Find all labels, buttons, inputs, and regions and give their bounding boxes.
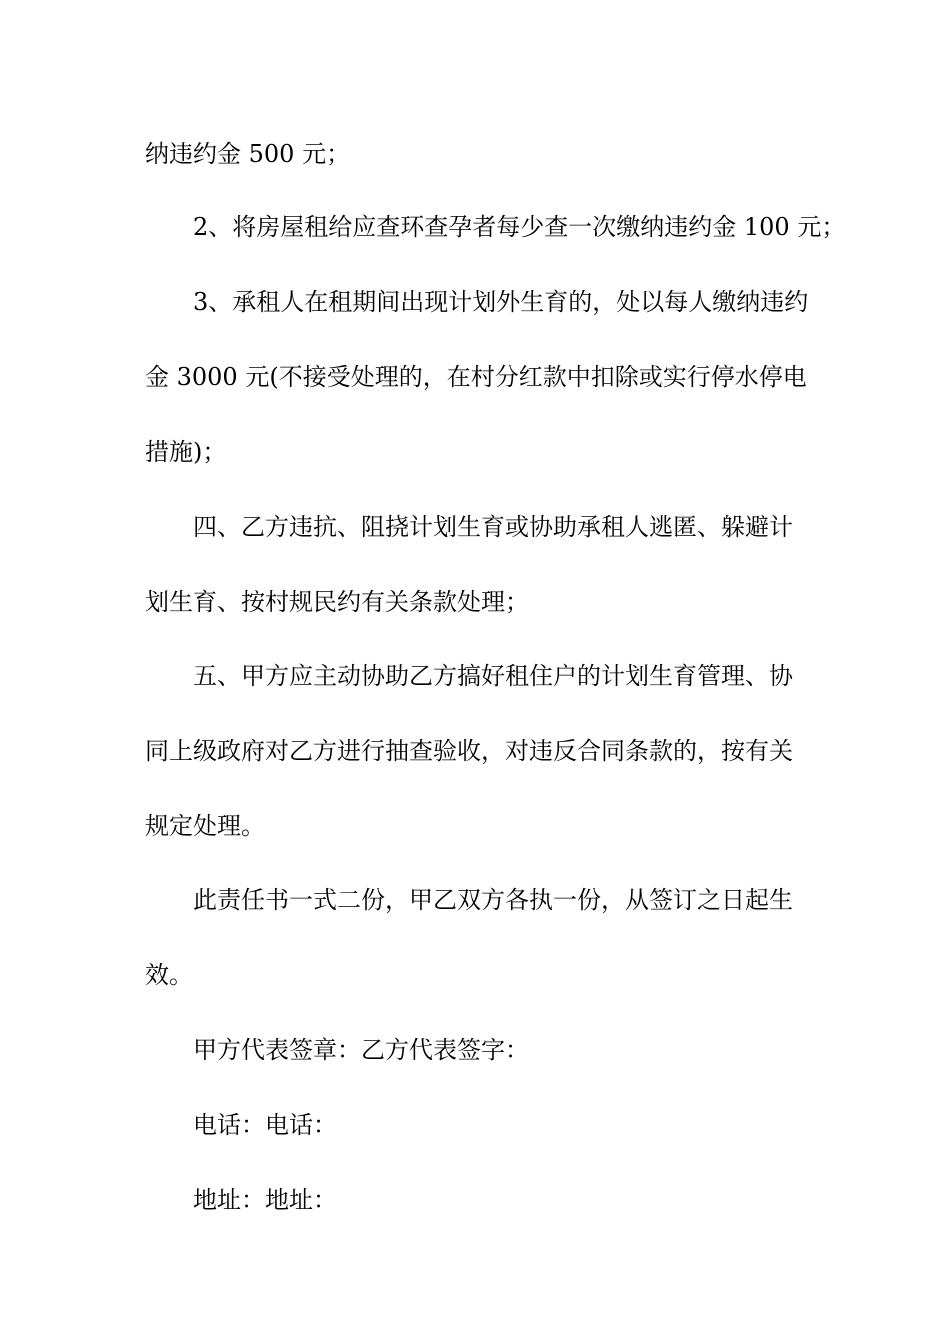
- text-line-10: 规定处理。: [145, 812, 265, 840]
- text-line-3: 3、承租人在租期间出现计划外生育的，处以每人缴纳违约: [193, 288, 809, 316]
- text-line-11: 此责任书一式二份，甲乙双方各执一份，从签订之日起生: [193, 886, 793, 914]
- phone-line: 电话：电话：: [193, 1111, 337, 1139]
- text-line-4: 金 3000 元(不接受处理的，在村分红款中扣除或实行停水停电: [145, 363, 807, 391]
- text-line-6: 四、乙方违抗、阻挠计划生育或协助承租人逃匿、躲避计: [193, 513, 793, 541]
- signature-line: 甲方代表签章：乙方代表签字：: [193, 1036, 529, 1064]
- text-line-9: 同上级政府对乙方进行抽查验收，对违反合同条款的，按有关: [145, 737, 793, 765]
- text-line-1: 纳违约金 500 元；: [145, 140, 351, 168]
- text-line-8: 五、甲方应主动协助乙方搞好租住户的计划生育管理、协: [193, 662, 793, 690]
- text-line-12: 效。: [145, 961, 193, 989]
- text-line-7: 划生育、按村规民约有关条款处理；: [145, 588, 529, 616]
- text-line-2: 2、将房屋租给应查环查孕者每少查一次缴纳违约金 100 元；: [193, 213, 846, 241]
- text-line-5: 措施)；: [145, 438, 227, 466]
- address-line: 地址：地址：: [193, 1186, 337, 1214]
